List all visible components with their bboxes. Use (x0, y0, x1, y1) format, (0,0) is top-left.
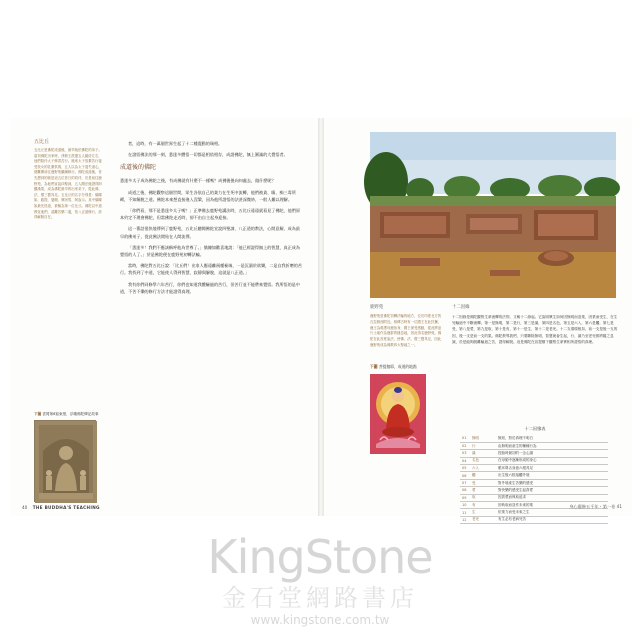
watermark-brand: KingStone (207, 530, 433, 584)
row-number: 04 (460, 457, 470, 464)
paragraph-7: 我有你們同修學六年苦行，你們也知道我體驗過的苦行，但苦行並不能帶來覺悟。我所悟的是中道，不苦不樂的修行方法才能證得真理。 (120, 281, 300, 294)
row-meaning: 因執取而造作未來的業 (496, 502, 608, 509)
twelve-links-heading: 十二因緣 (452, 305, 470, 310)
row-number: 03 (460, 450, 470, 457)
buddha-painting (370, 374, 426, 454)
paragraph-2: 成道之後，佛陀觀察這個世間，眾生各依自己的業力在生死中流轉，他們被貪、瞋、痴三毒所縛，不知解脫之道。佛陀本來想直接進入涅槃，因為他所證悟的法甚深微妙，一般人難以理解。 (120, 189, 296, 202)
sidebar-caption (34, 412, 104, 417)
left-folio (22, 505, 100, 510)
table-row (460, 435, 608, 442)
right-page (324, 118, 632, 522)
table-row (460, 479, 608, 486)
sidebar-column (34, 138, 104, 502)
row-term: 受 (470, 479, 496, 486)
table-row (460, 442, 608, 449)
row-meaning: 投胎時最初的一念心識 (496, 450, 608, 457)
row-term: 無明 (470, 435, 496, 442)
row-number: 08 (460, 487, 470, 494)
table-row (460, 509, 608, 516)
table-row (460, 487, 608, 494)
section-subtitle: 悉達多太子成為佛陀之後，有成佛就有什麼不一樣嗎？成佛後後向何處去，做什麼呢？ (120, 178, 276, 184)
row-number: 01 (460, 435, 470, 442)
row-meaning: 無知，對於真理不明白 (496, 435, 608, 442)
deer-park-heading: 鹿野苑 (370, 305, 384, 310)
table-row (460, 450, 608, 457)
right-folio (569, 504, 622, 510)
deer-park-text: 鹿野苑是佛陀初轉法輪的地方，位於印度北方的瓦拉納西附近。相傳古時有一位國王在此狩獵，鹿王為救護母鹿捨身，國王深受感動，從此將這片土地作為鹿群的棲息地，因此得名鹿野苑。佛陀在此首度說法，使佛、法、僧三寶具足，因此鹿野苑成為佛教四大聖地之一。 (370, 314, 442, 347)
book-spread (10, 118, 632, 522)
table-row (460, 494, 608, 501)
row-number: 09 (460, 494, 470, 501)
row-term: 有 (470, 502, 496, 509)
sidebar-text: 五比丘是佛陀成道後，最早皈依佛陀的弟子。當初佛陀出家時，淨飯王派遣五人隨侍左右，他們陪伴太子修習苦行。後來太子放棄苦行接受牧女的乳糜供養，五人以為太子退失道心，便離開前往鹿野苑繼續修行。佛陀成道後，首先想到的就是這五位昔日的同伴，於是前往鹿野苑，為他們宣說四聖諦，五人聞法後證得阿羅漢果，成為佛陀最早的出家弟子，從此佛、法、僧三寶具足。五比丘的名字分別是：憍陳如、跋提、婆頗、摩訶男、阿說示。其中憍陳如最先悟道，被稱為第一位比丘。佛陀以中道教化他們，遠離苦樂二邊，依八正道修行，終得解脫自在。 (34, 148, 102, 220)
photo-caption-tag: 下圖 (370, 364, 378, 369)
table-row (460, 465, 608, 472)
row-meaning: 對快樂的感受生起貪愛 (496, 487, 608, 494)
row-meaning: 在母胎中逐漸形成的身心 (496, 457, 608, 464)
row-meaning: 出生後六根接觸外境 (496, 472, 608, 479)
row-term: 生 (470, 509, 496, 516)
row-number: 06 (460, 472, 470, 479)
row-term: 取 (470, 494, 496, 501)
photo-caption-text: 菩提伽耶，成道的地點 (378, 364, 417, 369)
row-term: 觸 (470, 472, 496, 479)
paragraph-3: 「你們看，那不是悉達多太子嗎？」正準備去鹿野苑講法時，五比丘遠遠就看見了佛陀，他們原本約定不理會佛陀，但當佛陀走近時，卻不由自主起身迎接。 (120, 208, 300, 221)
table-row (460, 457, 608, 464)
left-page (10, 118, 318, 516)
stone-carving-image (34, 420, 96, 502)
table-row (460, 472, 608, 479)
row-meaning: 眼耳鼻舌身意六根具足 (496, 465, 608, 472)
paragraph-6: 當時，佛陀對五比丘說：「比丘們！出家人應遠離兩種極端，一是沉溺於欲樂，二是自我折磨的苦行。我找到了中道，它能使人得到智慧、寂靜與解脫，這就是八正道。」 (120, 263, 302, 276)
row-term: 名色 (470, 457, 496, 464)
row-number: 02 (460, 442, 470, 449)
ruins-photo (370, 132, 616, 298)
paragraph-5: 「悉達多！我們不應該稱呼他為世尊了。」憍陳如歡喜地說：「他已經證得無上的智慧，真正成為覺悟的人了。」於是佛陀便在鹿野苑初轉法輪。 (120, 244, 300, 258)
row-meaning: 對外境產生苦樂的感受 (496, 479, 608, 486)
row-meaning: 有生必有老病死苦 (496, 516, 608, 523)
right-info-column (452, 304, 618, 524)
store-watermark (0, 530, 640, 627)
row-meaning: 依業力而受未來之生 (496, 509, 608, 516)
row-term: 老死 (470, 516, 496, 523)
right-page-number: 41 (616, 504, 622, 509)
caption-tag: 下圖 (34, 412, 42, 416)
row-number: 10 (460, 502, 470, 509)
table-title: 十二因緣表 (524, 426, 546, 431)
caption-text: 雲岡第6窟東壁，浮雕佛陀傳記故事 (42, 412, 99, 416)
row-meaning: 由無明而產生的種種行為 (496, 442, 608, 449)
row-term: 識 (470, 450, 496, 457)
row-number: 11 (460, 509, 470, 516)
twelve-links-table (460, 435, 608, 524)
left-info-column (370, 304, 442, 454)
twelve-links-text: 十二因緣是佛陀觀察生命流轉的法則，又稱十二緣起。它說明眾生如何因無明而造業，因業而受生，在生死輪迴中不斷流轉。第一是無明，第二是行，第三是識，第四是名色，第五是六入，第六是觸，第七是受，第八是愛，第九是取，第十是有，第十一是生，第十二是老死。十二支環環相扣，前一支是後一支的因，後一支是前一支的果。佛陀教導我們，只要斷除無明，智慧就會生起，行、識乃至老死都將隨之息滅，於是能夠脫離輪迴之苦，證得解脫。這是佛陀在菩提樹下觀察生命實相所證悟的真理。 (452, 315, 618, 344)
main-text-column (120, 140, 304, 299)
left-book-title: THE BUDDHA'S TEACHING (32, 505, 100, 510)
section-title: 成道後的佛陀 (120, 164, 157, 172)
paragraph-1: 在證悟佛法的那一刻，悉達多體悟一切都是相依相存，成證佛陀，無上圓滿的大覺悟者。 (128, 152, 288, 158)
sidebar-heading: 五比丘 (34, 139, 50, 145)
row-number: 07 (460, 479, 470, 486)
row-number: 05 (460, 465, 470, 472)
row-number: 12 (460, 516, 470, 523)
table-row (460, 516, 608, 523)
right-book-title: 身心靈修五千年・第一卷 (569, 504, 616, 509)
row-term: 行 (470, 442, 496, 449)
left-page-number: 40 (22, 505, 28, 510)
paragraph-4: 這一番話很快地傳到了鹿野苑，五比丘聽聞佛陀宣說四聖諦、八正道的教法，心開意解，成為最早的佛弟子，從此佛法開始在人間流傳。 (120, 226, 300, 239)
watermark-chinese: 金石堂網路書店 (222, 584, 418, 612)
row-meaning: 因貪愛而執取追求 (496, 494, 608, 501)
row-term: 六入 (470, 465, 496, 472)
intro-paragraph: 者，這時，有一萬個世界生起了十二種震動的瑞相。 (128, 141, 223, 146)
row-term: 愛 (470, 487, 496, 494)
watermark-url: www.kingstone.com.tw (250, 613, 390, 627)
photo-caption (370, 364, 442, 370)
